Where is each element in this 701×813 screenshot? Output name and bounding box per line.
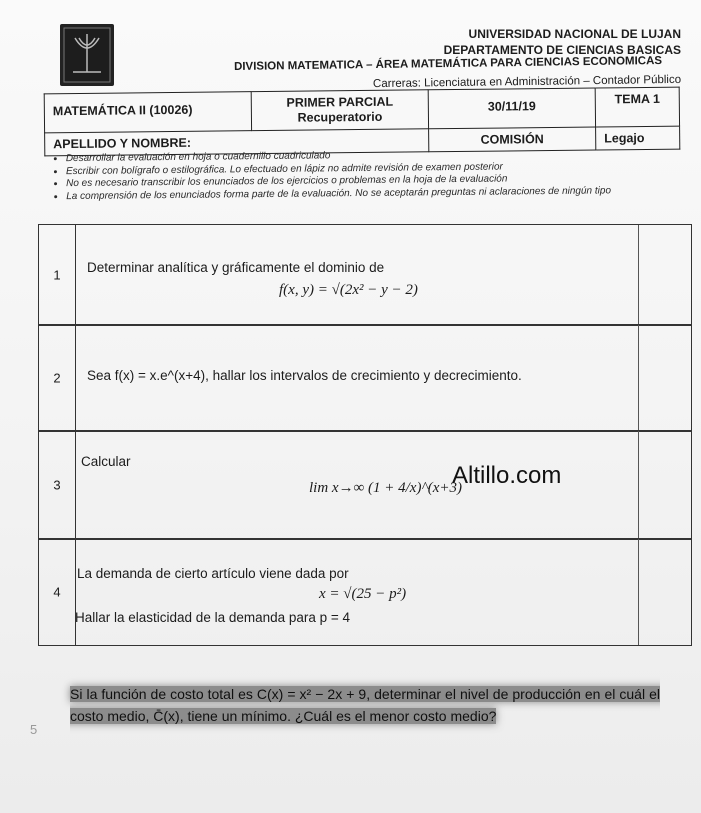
division-name: DIVISION MATEMATICA – ÁREA MATEMÁTICA PARA CIENCIAS ECONOMICAS: [233, 55, 663, 73]
question-5-highlight: Si la función de costo total es C(x) = x² − 2x + 9, determinar el nivel de producción en el cuál el costo medio, C̄(x), tiene un mínimo. ¿Cuál es el menor costo medio?: [70, 686, 660, 724]
careers-line: Carreras: Licenciatura en Administración – Contador Público: [372, 73, 682, 91]
legajo-label: Legajo: [596, 126, 680, 150]
score-cell: [638, 539, 691, 645]
score-cell: [638, 325, 691, 431]
instructions: [44, 147, 676, 204]
question-2-box: [38, 324, 692, 432]
university-name: UNIVERSIDAD NACIONAL DE LUJAN: [468, 27, 681, 41]
instruction-item: • No es necesario transcribir los enunciados de los ejercicios o problemas en la hoja de la evaluación: [66, 172, 676, 191]
name-field-label: APELLIDO Y NOMBRE:: [45, 129, 429, 156]
exam-type-cell: [251, 90, 428, 131]
exam-info-table: [44, 87, 681, 157]
question-4-formula: x = √(25 − p²): [319, 586, 407, 602]
question-4-text-2: Hallar la elasticidad de la demanda para p = 4: [75, 610, 351, 625]
exam-subtitle: Recuperatorio: [297, 109, 383, 125]
instruction-item: • Desarrollar la evaluación en hoja o cuadernillo cuadriculado: [66, 147, 676, 166]
watermark-logo: Altillo.com: [452, 462, 562, 489]
question-1-formula: f(x, y) = √(2x² − y − 2): [279, 282, 418, 298]
exam-theme: TEMA 1: [595, 87, 679, 127]
question-1-box: [38, 224, 692, 326]
question-3-formula: lim x→∞ (1 + 4/x)^(x+3): [309, 480, 463, 496]
university-logo: [60, 24, 114, 86]
question-5-text: [70, 683, 660, 727]
question-number: 2: [39, 325, 76, 431]
question-4-text: La demanda de cierto artículo viene dada por: [77, 566, 349, 581]
exam-date: 30/11/19: [428, 88, 595, 129]
question-5-number: 5: [30, 722, 38, 737]
instruction-item: • Escribir con bolígrafo o estilográfica. Lo efectuado en lápiz no admite revisión de examen posterior: [66, 159, 676, 178]
score-cell: [638, 225, 691, 325]
exam-title: PRIMER PARCIAL: [286, 94, 394, 110]
question-2-text: Sea f(x) = x.e^(x+4), hallar los intervalos de crecimiento y decrecimiento.: [87, 368, 522, 383]
course-cell: MATEMÁTICA II (10026): [44, 92, 251, 133]
department-name: DEPARTAMENTO DE CIENCIAS BASICAS: [443, 43, 681, 57]
question-number: 1: [39, 225, 76, 325]
commission-label: COMISIÓN: [429, 127, 596, 152]
question-number: 3: [39, 431, 76, 539]
question-3-box: [38, 430, 692, 540]
instruction-item: • La comprensión de los enunciados forma parte de la evaluación. No se aceptarán preguntas ni aclaraciones de ningún tipo: [66, 184, 676, 203]
question-1-text: Determinar analítica y gráficamente el dominio de: [87, 260, 385, 275]
question-number: 4: [39, 539, 76, 645]
score-cell: [638, 431, 691, 539]
question-4-box: [38, 538, 692, 646]
question-3-text: Calcular: [81, 454, 131, 469]
